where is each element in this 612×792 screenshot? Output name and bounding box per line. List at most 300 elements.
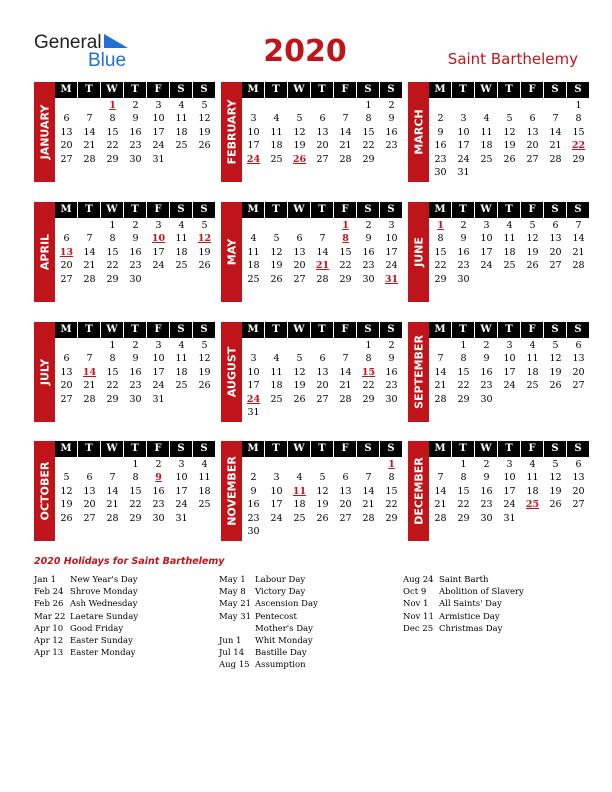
empty-cell bbox=[265, 99, 288, 112]
day-cell: 20 bbox=[83, 499, 96, 511]
day-cell: 28 bbox=[339, 393, 352, 405]
day-cell: 23 bbox=[247, 512, 260, 524]
day-cell: 24 bbox=[385, 260, 398, 272]
day-cell: 30 bbox=[152, 512, 165, 524]
empty-cell bbox=[429, 458, 452, 471]
day-cell: 10 bbox=[247, 126, 260, 138]
day-cell: 29 bbox=[572, 153, 585, 165]
day-cell: 23 bbox=[152, 499, 165, 511]
day-cell: 16 bbox=[457, 246, 470, 258]
empty-cell bbox=[521, 99, 544, 112]
day-cell: 22 bbox=[106, 140, 119, 152]
holidays-title: 2020 Holidays for Saint Barthelemy bbox=[34, 556, 225, 567]
day-cell: 20 bbox=[316, 380, 329, 392]
day-cell: 6 bbox=[552, 220, 559, 231]
weekday-label: F bbox=[147, 202, 169, 218]
day-cell: 30 bbox=[129, 273, 142, 285]
day-cell: 11 bbox=[270, 366, 283, 378]
day-cell: 4 bbox=[201, 459, 208, 470]
day-cell: 28 bbox=[83, 273, 96, 285]
month-label-text: JANUARY bbox=[38, 104, 51, 160]
empty-cell bbox=[55, 339, 78, 352]
month-label bbox=[221, 202, 242, 302]
day-cell: 11 bbox=[480, 126, 493, 138]
holiday-name: Saint Barth bbox=[439, 575, 489, 585]
day-cell: 26 bbox=[503, 153, 516, 165]
empty-cell bbox=[265, 219, 288, 232]
holiday-date: Apr 13 bbox=[34, 648, 64, 659]
day-cell: 4 bbox=[250, 233, 257, 245]
holiday-column bbox=[34, 574, 224, 659]
month-label-text: NOVEMBER bbox=[225, 456, 238, 526]
day-cell: 3 bbox=[460, 113, 467, 125]
weekday-header bbox=[242, 82, 403, 98]
day-cell: 9 bbox=[437, 126, 444, 138]
weekday-label: W bbox=[475, 322, 497, 338]
month-april bbox=[34, 202, 216, 312]
holiday-name: Labour Day bbox=[255, 575, 306, 585]
day-cell: 11 bbox=[292, 485, 307, 497]
day-cell: 7 bbox=[86, 113, 93, 125]
day-cell: 10 bbox=[247, 366, 260, 378]
day-cell: 8 bbox=[388, 472, 395, 484]
weekday-header bbox=[55, 82, 216, 98]
day-cell: 21 bbox=[549, 140, 562, 152]
weekday-label: W bbox=[101, 441, 123, 457]
holiday-date: Aug 24 bbox=[403, 575, 434, 585]
holiday-item bbox=[219, 586, 409, 598]
day-cell: 18 bbox=[270, 380, 283, 392]
day-cell: 9 bbox=[388, 113, 395, 125]
day-cell: 14 bbox=[339, 126, 352, 138]
weekday-label: W bbox=[101, 202, 123, 218]
holiday-item bbox=[219, 635, 409, 647]
holiday-item bbox=[219, 611, 409, 623]
weekday-label: S bbox=[170, 322, 192, 338]
weekday-label: S bbox=[170, 82, 192, 98]
holiday-item bbox=[34, 635, 224, 647]
day-cell: 10 bbox=[457, 126, 470, 138]
day-cell: 1 bbox=[460, 340, 467, 351]
weekday-header bbox=[55, 322, 216, 338]
day-cell: 22 bbox=[106, 260, 119, 272]
weekday-label: T bbox=[311, 202, 333, 218]
day-cell: 6 bbox=[342, 472, 349, 484]
day-cell: 3 bbox=[155, 340, 162, 351]
weekday-label: T bbox=[124, 202, 146, 218]
day-cell: 17 bbox=[175, 485, 188, 497]
holiday-name: Christmas Day bbox=[439, 623, 503, 634]
day-cell: 4 bbox=[483, 113, 490, 125]
day-cell: 14 bbox=[83, 126, 96, 138]
day-cell: 27 bbox=[316, 153, 329, 165]
day-cell: 24 bbox=[152, 260, 165, 272]
day-cell: 12 bbox=[549, 472, 562, 484]
day-cell: 25 bbox=[480, 153, 493, 165]
weekday-label: S bbox=[380, 441, 402, 457]
day-grid bbox=[55, 339, 216, 406]
holiday-item bbox=[34, 598, 224, 610]
day-cell: 29 bbox=[106, 153, 119, 165]
day-cell: 11 bbox=[247, 246, 260, 258]
weekday-label: S bbox=[357, 202, 379, 218]
month-december bbox=[408, 441, 590, 551]
day-cell: 17 bbox=[457, 140, 470, 152]
day-grid bbox=[242, 339, 403, 419]
empty-cell bbox=[265, 339, 288, 352]
day-grid bbox=[429, 219, 590, 286]
weekday-label: S bbox=[544, 441, 566, 457]
holiday-item bbox=[219, 598, 409, 610]
weekday-label: M bbox=[429, 202, 451, 218]
day-cell: 30 bbox=[385, 393, 398, 405]
day-cell: 24 bbox=[503, 380, 516, 392]
day-cell: 2 bbox=[250, 472, 257, 484]
empty-cell bbox=[242, 99, 265, 112]
month-label-text: DECEMBER bbox=[412, 457, 425, 525]
weekday-label: W bbox=[288, 322, 310, 338]
day-cell: 28 bbox=[362, 512, 375, 524]
weekday-label: F bbox=[521, 441, 543, 457]
weekday-label: W bbox=[288, 441, 310, 457]
holiday-item bbox=[34, 647, 224, 659]
day-cell: 21 bbox=[434, 380, 447, 392]
weekday-label: T bbox=[124, 82, 146, 98]
day-cell: 31 bbox=[457, 166, 470, 178]
day-cell: 14 bbox=[549, 126, 562, 138]
day-cell: 25 bbox=[270, 153, 283, 165]
day-cell: 9 bbox=[365, 233, 372, 245]
day-cell: 7 bbox=[319, 233, 326, 245]
day-cell: 18 bbox=[198, 485, 211, 497]
day-cell: 11 bbox=[175, 353, 188, 365]
day-cell: 26 bbox=[316, 512, 329, 524]
day-cell: 26 bbox=[549, 499, 562, 511]
day-cell: 26 bbox=[60, 512, 73, 524]
weekday-label: T bbox=[124, 441, 146, 457]
weekday-label: T bbox=[498, 441, 520, 457]
day-cell: 9 bbox=[132, 233, 139, 245]
holiday-date: Aug 15 bbox=[219, 660, 250, 671]
empty-cell bbox=[334, 339, 357, 352]
holiday-name: Pentecost bbox=[255, 611, 297, 622]
day-cell: 30 bbox=[362, 273, 375, 285]
day-cell: 8 bbox=[342, 233, 349, 245]
day-cell: 9 bbox=[483, 472, 490, 484]
day-cell: 10 bbox=[151, 233, 166, 245]
day-cell: 18 bbox=[526, 485, 539, 497]
day-cell: 26 bbox=[526, 260, 539, 272]
weekday-label: M bbox=[242, 82, 264, 98]
day-cell: 24 bbox=[152, 140, 165, 152]
month-label bbox=[408, 441, 429, 541]
day-cell: 23 bbox=[129, 380, 142, 392]
day-cell: 7 bbox=[86, 353, 93, 365]
empty-cell bbox=[288, 458, 311, 471]
empty-cell bbox=[78, 339, 101, 352]
day-cell: 15 bbox=[106, 366, 119, 378]
day-cell: 22 bbox=[571, 140, 586, 152]
day-cell: 26 bbox=[549, 380, 562, 392]
weekday-label: T bbox=[311, 441, 333, 457]
day-cell: 22 bbox=[362, 140, 375, 152]
day-cell: 13 bbox=[339, 485, 352, 497]
day-grid bbox=[242, 458, 403, 538]
weekday-label: S bbox=[170, 202, 192, 218]
day-cell: 8 bbox=[132, 472, 139, 484]
day-cell: 4 bbox=[296, 472, 303, 484]
day-cell: 19 bbox=[293, 380, 306, 392]
day-cell: 8 bbox=[109, 353, 116, 365]
day-cell: 17 bbox=[480, 246, 493, 258]
empty-cell bbox=[452, 99, 475, 112]
day-cell: 26 bbox=[198, 380, 211, 392]
day-cell: 24 bbox=[457, 153, 470, 165]
day-cell: 5 bbox=[296, 113, 303, 125]
day-cell: 14 bbox=[316, 246, 329, 258]
weekday-header bbox=[429, 202, 590, 218]
day-cell: 13 bbox=[60, 126, 73, 138]
day-cell: 25 bbox=[503, 260, 516, 272]
day-cell: 1 bbox=[365, 100, 372, 111]
day-cell: 21 bbox=[106, 499, 119, 511]
day-cell: 3 bbox=[483, 220, 490, 231]
holiday-date: Jun 1 bbox=[219, 635, 242, 646]
weekday-header bbox=[429, 322, 590, 338]
weekday-label: T bbox=[265, 202, 287, 218]
day-cell: 13 bbox=[60, 366, 73, 378]
day-cell: 11 bbox=[503, 233, 516, 245]
day-cell: 28 bbox=[83, 153, 96, 165]
day-cell: 24 bbox=[480, 260, 493, 272]
day-grid bbox=[429, 339, 590, 406]
day-cell: 30 bbox=[129, 153, 142, 165]
holiday-item bbox=[34, 574, 224, 586]
day-cell: 8 bbox=[460, 472, 467, 484]
day-cell: 30 bbox=[457, 273, 470, 285]
empty-cell bbox=[55, 458, 78, 471]
day-cell: 29 bbox=[339, 273, 352, 285]
month-label bbox=[221, 322, 242, 422]
empty-cell bbox=[429, 339, 452, 352]
weekday-label: W bbox=[475, 82, 497, 98]
day-cell: 27 bbox=[526, 153, 539, 165]
day-cell: 15 bbox=[339, 246, 352, 258]
day-cell: 8 bbox=[109, 113, 116, 125]
day-cell: 31 bbox=[152, 393, 165, 405]
month-november bbox=[221, 441, 403, 551]
day-cell: 28 bbox=[549, 153, 562, 165]
weekday-label: F bbox=[334, 82, 356, 98]
holiday-date: May 31 bbox=[219, 611, 252, 622]
day-cell: 13 bbox=[549, 233, 562, 245]
day-cell: 2 bbox=[388, 100, 395, 111]
day-cell: 30 bbox=[480, 512, 493, 524]
day-cell: 25 bbox=[270, 393, 283, 405]
day-cell: 28 bbox=[434, 512, 447, 524]
day-cell: 19 bbox=[198, 366, 211, 378]
day-cell: 17 bbox=[152, 246, 165, 258]
day-grid bbox=[55, 99, 216, 166]
day-cell: 7 bbox=[575, 220, 582, 231]
day-cell: 29 bbox=[106, 393, 119, 405]
day-cell: 17 bbox=[503, 485, 516, 497]
day-cell: 13 bbox=[59, 246, 74, 258]
day-cell: 10 bbox=[503, 472, 516, 484]
day-cell: 18 bbox=[175, 246, 188, 258]
day-cell: 31 bbox=[152, 153, 165, 165]
day-cell: 18 bbox=[503, 246, 516, 258]
day-cell: 3 bbox=[155, 100, 162, 111]
holiday-name: Whit Monday bbox=[255, 635, 313, 646]
logo-text-general: General bbox=[34, 32, 102, 53]
weekday-label: T bbox=[124, 322, 146, 338]
day-cell: 12 bbox=[270, 246, 283, 258]
day-cell: 2 bbox=[132, 220, 139, 231]
day-cell: 13 bbox=[316, 366, 329, 378]
weekday-label: T bbox=[452, 322, 474, 338]
day-cell: 21 bbox=[315, 260, 330, 272]
holiday-item bbox=[34, 611, 224, 623]
day-cell: 25 bbox=[526, 380, 539, 392]
day-cell: 25 bbox=[175, 260, 188, 272]
empty-cell bbox=[242, 219, 265, 232]
day-cell: 26 bbox=[293, 393, 306, 405]
holiday-name: Shrove Monday bbox=[70, 587, 138, 598]
day-cell: 3 bbox=[273, 472, 280, 484]
weekday-label: F bbox=[147, 82, 169, 98]
logo bbox=[34, 32, 144, 74]
day-cell: 20 bbox=[60, 260, 73, 272]
weekday-label: T bbox=[498, 82, 520, 98]
holiday-date: Oct 9 bbox=[403, 587, 427, 598]
day-cell: 6 bbox=[86, 472, 93, 484]
day-cell: 10 bbox=[480, 233, 493, 245]
day-cell: 7 bbox=[342, 113, 349, 125]
day-cell: 27 bbox=[316, 393, 329, 405]
day-cell: 3 bbox=[388, 220, 395, 231]
day-cell: 23 bbox=[129, 140, 142, 152]
month-january bbox=[34, 82, 216, 192]
day-cell: 2 bbox=[132, 340, 139, 351]
weekday-label: T bbox=[265, 441, 287, 457]
day-cell: 27 bbox=[572, 499, 585, 511]
weekday-label: W bbox=[288, 82, 310, 98]
weekday-label: F bbox=[521, 322, 543, 338]
day-cell: 28 bbox=[83, 393, 96, 405]
day-cell: 8 bbox=[437, 233, 444, 245]
day-cell: 19 bbox=[198, 246, 211, 258]
day-cell: 10 bbox=[385, 233, 398, 245]
weekday-label: S bbox=[544, 322, 566, 338]
weekday-label: S bbox=[170, 441, 192, 457]
day-cell: 21 bbox=[434, 499, 447, 511]
empty-cell bbox=[334, 458, 357, 471]
holiday-column bbox=[403, 574, 593, 635]
day-cell: 12 bbox=[549, 353, 562, 365]
weekday-label: T bbox=[265, 322, 287, 338]
day-cell: 29 bbox=[457, 393, 470, 405]
day-cell: 4 bbox=[178, 220, 185, 231]
day-cell: 29 bbox=[385, 512, 398, 524]
day-cell: 26 bbox=[270, 273, 283, 285]
day-cell: 18 bbox=[526, 366, 539, 378]
day-cell: 7 bbox=[86, 233, 93, 245]
day-cell: 17 bbox=[270, 499, 283, 511]
day-cell: 2 bbox=[483, 340, 490, 351]
day-cell: 5 bbox=[201, 100, 208, 111]
day-cell: 1 bbox=[437, 220, 444, 231]
weekday-label: S bbox=[567, 202, 589, 218]
weekday-label: S bbox=[193, 202, 215, 218]
holiday-name: Assumption bbox=[255, 660, 306, 671]
day-grid bbox=[55, 458, 216, 525]
day-cell: 5 bbox=[201, 220, 208, 231]
day-cell: 29 bbox=[106, 273, 119, 285]
day-cell: 27 bbox=[549, 260, 562, 272]
day-cell: 27 bbox=[60, 273, 73, 285]
day-cell: 12 bbox=[526, 233, 539, 245]
day-cell: 30 bbox=[480, 393, 493, 405]
day-cell: 28 bbox=[572, 260, 585, 272]
day-grid bbox=[242, 99, 403, 166]
day-cell: 6 bbox=[296, 233, 303, 245]
weekday-header bbox=[55, 441, 216, 457]
day-cell: 16 bbox=[247, 499, 260, 511]
day-cell: 28 bbox=[339, 153, 352, 165]
day-cell: 19 bbox=[549, 485, 562, 497]
month-label bbox=[408, 202, 429, 302]
empty-cell bbox=[55, 219, 78, 232]
holiday-item bbox=[219, 659, 409, 671]
weekday-label: F bbox=[334, 202, 356, 218]
day-grid bbox=[429, 99, 590, 179]
page-title-year: 2020 bbox=[263, 34, 347, 69]
holiday-date: Nov 1 bbox=[403, 599, 429, 610]
day-cell: 22 bbox=[434, 260, 447, 272]
day-cell: 16 bbox=[362, 246, 375, 258]
day-cell: 19 bbox=[549, 366, 562, 378]
day-cell: 29 bbox=[362, 153, 375, 165]
weekday-label: S bbox=[567, 322, 589, 338]
day-cell: 27 bbox=[339, 512, 352, 524]
day-grid bbox=[55, 219, 216, 286]
day-cell: 27 bbox=[83, 512, 96, 524]
empty-cell bbox=[78, 99, 101, 112]
day-cell: 18 bbox=[293, 499, 306, 511]
day-cell: 29 bbox=[457, 512, 470, 524]
day-cell: 17 bbox=[152, 366, 165, 378]
day-cell: 19 bbox=[316, 499, 329, 511]
day-cell: 7 bbox=[109, 472, 116, 484]
weekday-label: W bbox=[288, 202, 310, 218]
day-cell: 5 bbox=[296, 353, 303, 365]
day-cell: 12 bbox=[198, 113, 211, 125]
holiday-name: All Saints' Day bbox=[439, 599, 502, 610]
day-cell: 18 bbox=[175, 126, 188, 138]
weekday-label: F bbox=[147, 441, 169, 457]
weekday-label: T bbox=[78, 82, 100, 98]
weekday-label: S bbox=[193, 322, 215, 338]
day-cell: 21 bbox=[572, 246, 585, 258]
day-cell: 12 bbox=[293, 126, 306, 138]
weekday-label: T bbox=[498, 322, 520, 338]
weekday-label: W bbox=[475, 202, 497, 218]
day-cell: 7 bbox=[437, 472, 444, 484]
day-cell: 27 bbox=[60, 393, 73, 405]
day-cell: 14 bbox=[434, 485, 447, 497]
day-cell: 24 bbox=[246, 153, 261, 165]
